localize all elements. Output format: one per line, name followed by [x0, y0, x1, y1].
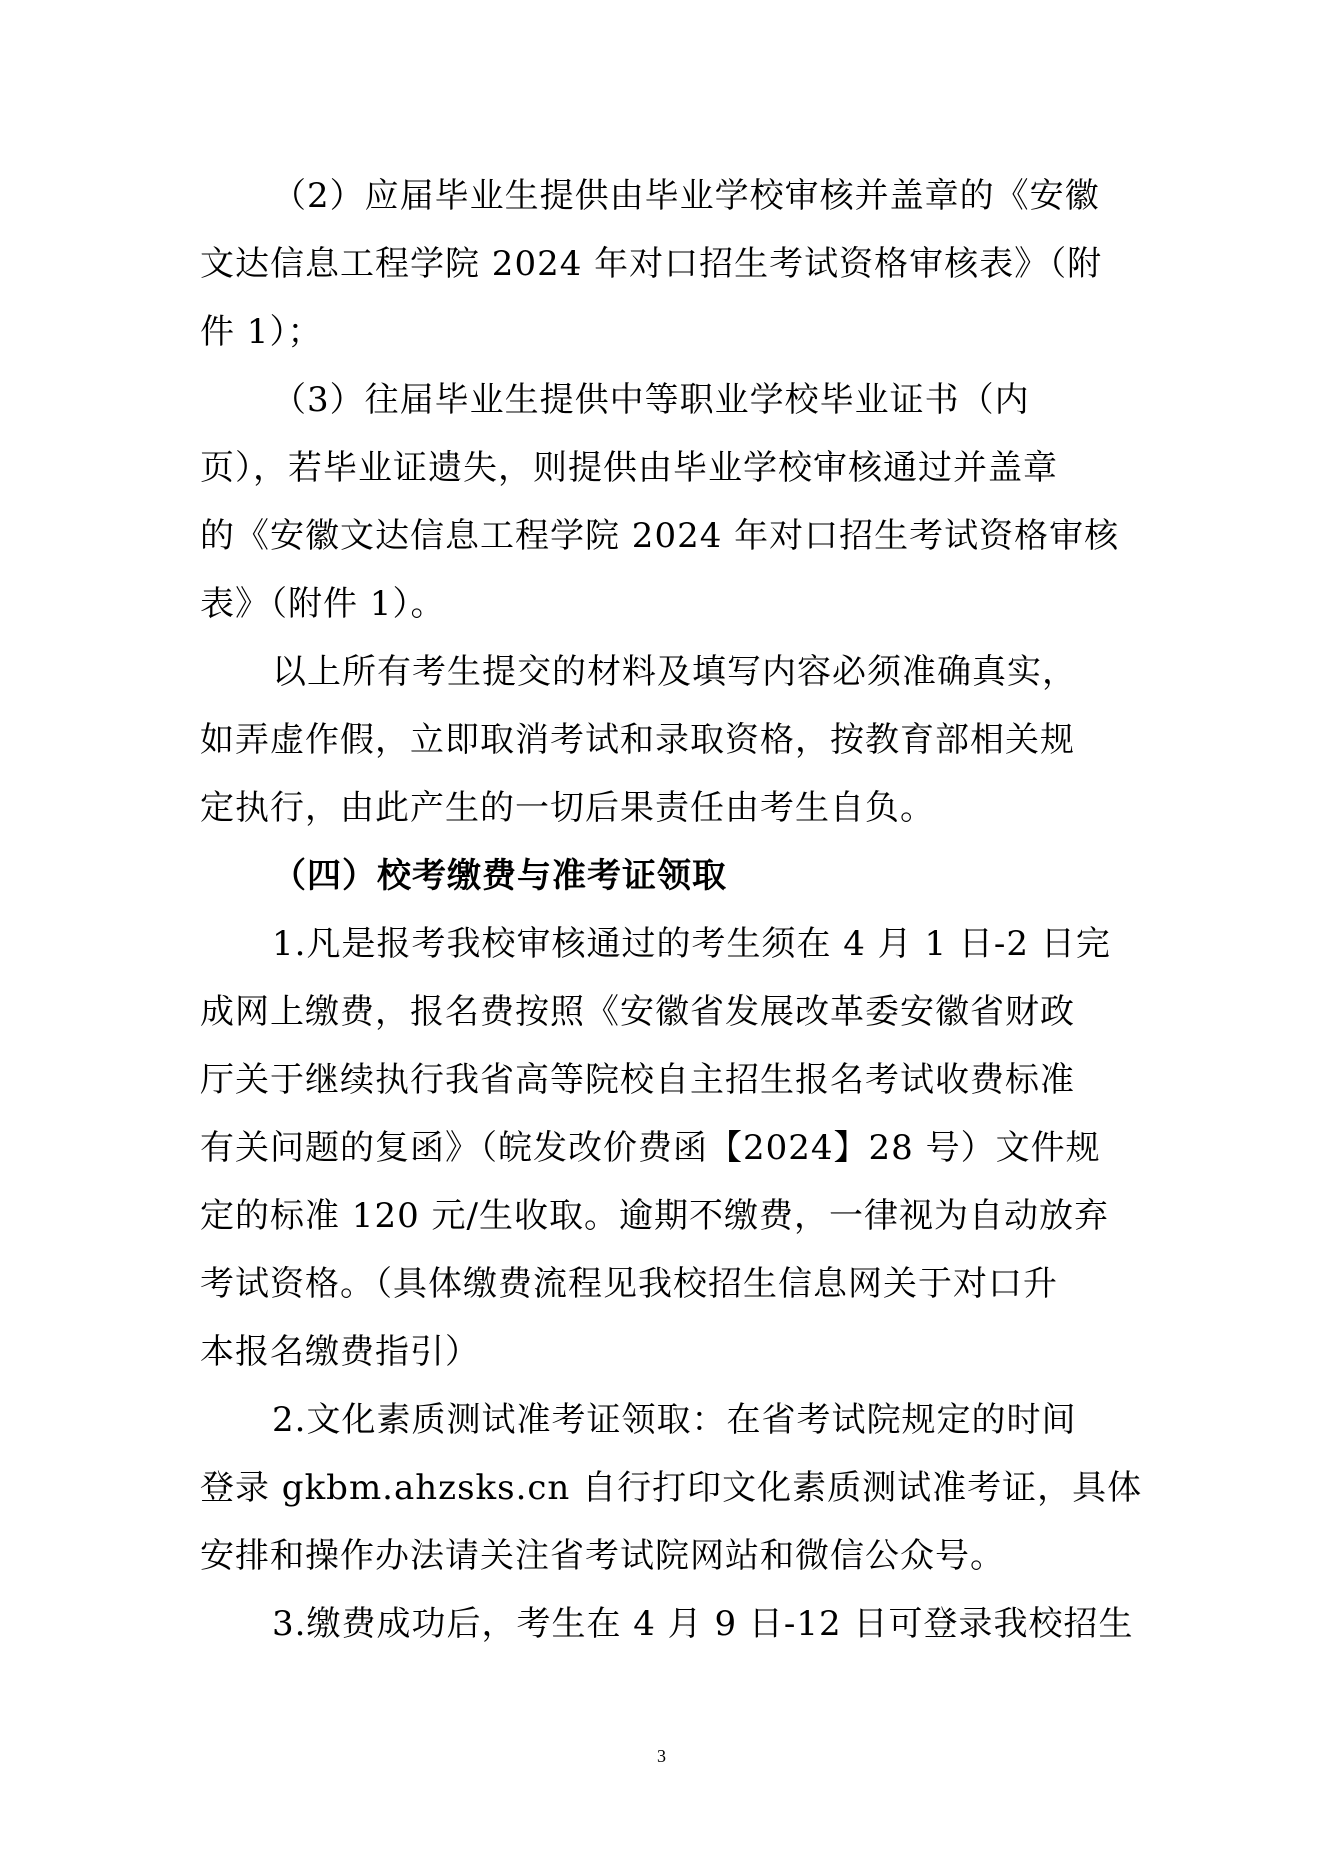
text-line: 成网上缴费，报名费按照《安徽省发展改革委安徽省财政	[200, 992, 1075, 1032]
paragraph-item-2	[200, 162, 1140, 366]
text-line: 本报名缴费指引）	[200, 1332, 480, 1372]
section-heading	[200, 842, 1140, 910]
text-line: 件 1）；	[200, 312, 323, 352]
text-line: 安排和操作办法请关注省考试院网站和微信公众号。	[200, 1536, 1005, 1576]
paragraph-truthfulness-note	[200, 638, 1140, 842]
text-line: 定执行，由此产生的一切后果责任由考生自负。	[200, 788, 935, 828]
text-line: 页），若毕业证遗失，则提供由毕业学校审核通过并盖章	[200, 448, 1058, 488]
paragraph-fee-payment	[200, 910, 1140, 1386]
text-line: 有关问题的复函》（皖发改价费函【2024】28 号）文件规	[200, 1128, 1101, 1168]
text-line: 3.缴费成功后，考生在 4 月 9 日-12 日可登录我校招生	[272, 1604, 1134, 1644]
text-line: （2）应届毕业生提供由毕业学校审核并盖章的《安徽	[272, 176, 1100, 216]
text-line: 的《安徽文达信息工程学院 2024 年对口招生考试资格审核	[200, 516, 1120, 556]
paragraph-admission-ticket	[200, 1386, 1143, 1590]
text-line: 2.文化素质测试准考证领取：在省考试院规定的时间	[272, 1400, 1077, 1440]
document-body	[200, 162, 1143, 1658]
text-line: 定的标准 120 元/生收取。逾期不缴费，一律视为自动放弃	[200, 1196, 1109, 1236]
text-line: 厅关于继续执行我省高等院校自主招生报名考试收费标准	[200, 1060, 1075, 1100]
text-line: 文达信息工程学院 2024 年对口招生考试资格审核表》（附	[200, 244, 1103, 284]
text-line: 1.凡是报考我校审核通过的考生须在 4 月 1 日-2 日完	[272, 924, 1111, 964]
section-heading-text: （四）校考缴费与准考证领取	[272, 856, 727, 896]
text-line: 表》（附件 1）。	[200, 584, 446, 624]
text-line: 如弄虚作假，立即取消考试和录取资格，按教育部相关规	[200, 720, 1075, 760]
paragraph-item-3	[200, 366, 1140, 638]
text-line: 登录 gkbm.ahzsks.cn 自行打印文化素质测试准考证，具体	[200, 1468, 1143, 1508]
text-line: （3）往届毕业生提供中等职业学校毕业证书（内	[272, 380, 1030, 420]
text-line: 考试资格。（具体缴费流程见我校招生信息网关于对口升	[200, 1264, 1058, 1304]
text-line: 以上所有考生提交的材料及填写内容必须准确真实，	[272, 652, 1077, 692]
page-number: 3	[657, 1746, 666, 1766]
paragraph-login-after-payment	[200, 1590, 1140, 1658]
